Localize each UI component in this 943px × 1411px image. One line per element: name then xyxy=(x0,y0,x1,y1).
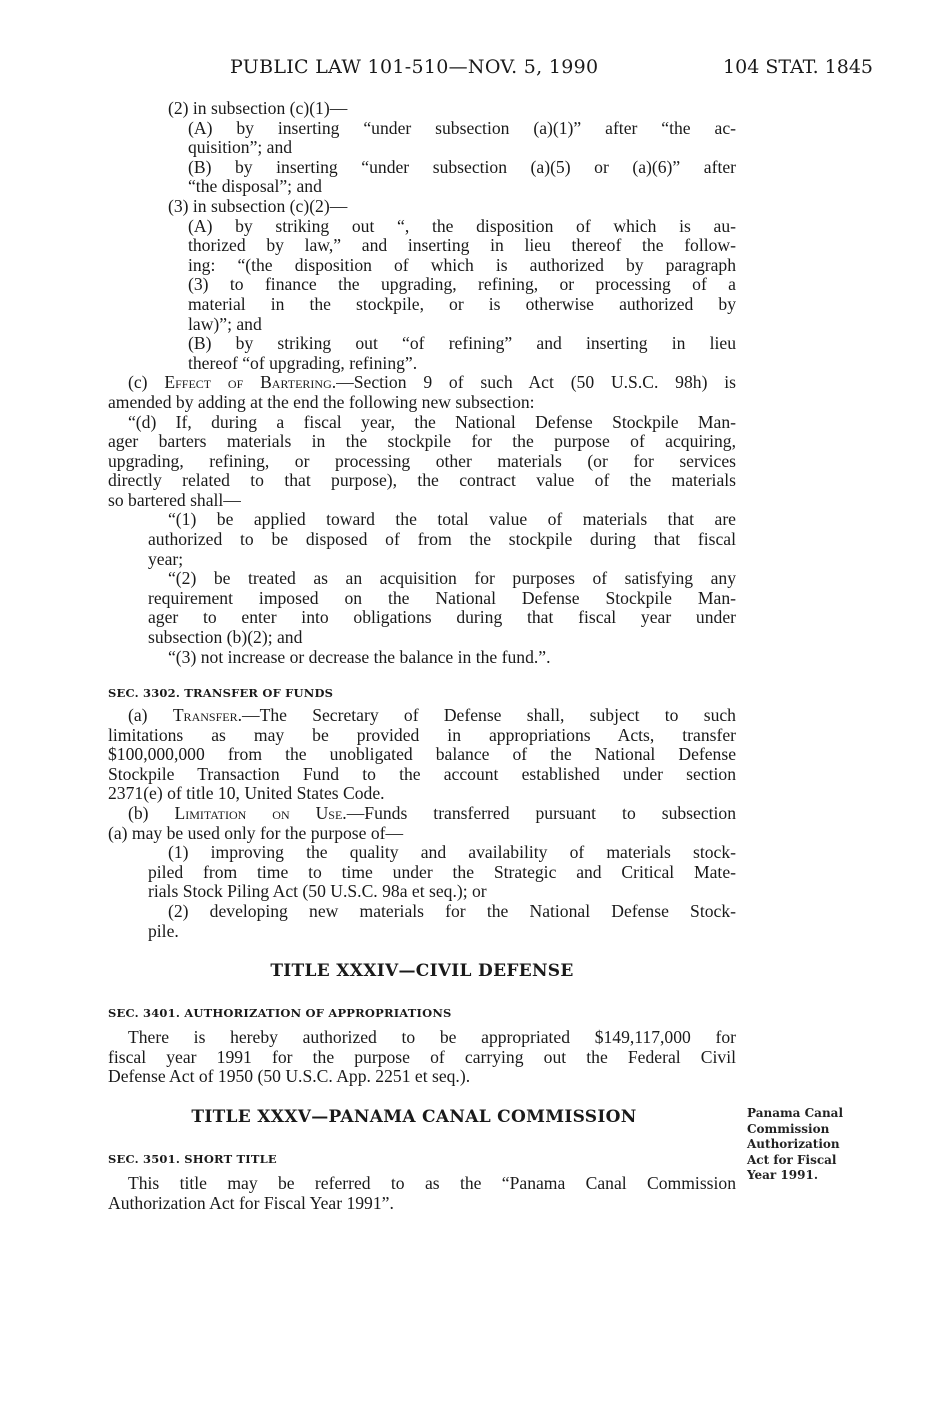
margin-note-line: Commission xyxy=(747,1121,830,1136)
section-3501-heading-wrap xyxy=(108,1150,736,1170)
text-line: rials Stock Piling Act (50 U.S.C. 98a et seq.); or xyxy=(148,881,487,902)
text-line: ing: “(the disposition of which is authorized by paragraph xyxy=(188,254,736,275)
text-line: quisition”; and xyxy=(188,137,293,158)
text-line: (2) in subsection (c)(1)— xyxy=(168,98,348,118)
title-xxxiv-heading: TITLE XXXIV—CIVIL DEFENSE xyxy=(270,961,574,981)
running-head-title: PUBLIC LAW 101-510—NOV. 5, 1990 xyxy=(230,56,599,78)
text-line: limitations as may be provided in appropriations Acts, transfer xyxy=(108,724,736,745)
text-line: thereof “of upgrading, refining”. xyxy=(188,352,418,373)
text-line: material in the stockpile, or is otherwise authorized by xyxy=(188,293,736,314)
title-xxxv-heading: TITLE XXXV—PANAMA CANAL COMMISSION xyxy=(191,1107,637,1127)
subsection-text: —Funds transferred pursuant to subsection xyxy=(346,802,737,823)
amendment-block xyxy=(108,99,736,667)
text-line: (B) by inserting “under subsection (a)(5) or (a)(6)” after xyxy=(188,156,736,177)
text-line: thorized by law,” and inserting in lieu thereof the follow- xyxy=(188,235,736,256)
subsection-label: (b) xyxy=(128,802,175,823)
text-line: $100,000,000 from the unobligated balance of the National Defense xyxy=(108,744,736,765)
subsection-heading: Effect of Bartering. xyxy=(164,372,337,393)
text-line: There is hereby authorized to be appropriated $149,117,000 for xyxy=(128,1027,736,1047)
text-line: law)”; and xyxy=(188,313,262,334)
text-line: (A) by striking out “, the disposition of which is au- xyxy=(188,215,736,236)
text-line: amended by adding at the end the following new subsection: xyxy=(108,391,535,412)
subsection-c-line xyxy=(108,373,736,393)
subsection-label: (a) xyxy=(128,705,173,725)
section-3302-body xyxy=(108,706,736,941)
text-line: Defense Act of 1950 (50 U.S.C. App. 2251 et seq.). xyxy=(108,1066,471,1087)
margin-note xyxy=(747,1106,843,1184)
text-line: subsection (b)(2); and xyxy=(148,627,303,648)
subsection-b-line xyxy=(108,804,736,824)
subsection-heading: Limitation on Use. xyxy=(174,802,347,823)
text-line: ager to enter into obligations during that fiscal year under xyxy=(148,607,736,628)
section-3302 xyxy=(108,684,736,704)
text-line: Stockpile Transaction Fund to the account established under section xyxy=(108,763,736,784)
text-line: (3) to finance the upgrading, refining, or processing of a xyxy=(188,274,736,295)
text-line: upgrading, refining, or processing other materials (or for services xyxy=(108,450,736,471)
text-line: “(d) If, during a fiscal year, the National Defense Stockpile Man- xyxy=(128,411,736,432)
section-heading: SEC. 3302. TRANSFER OF FUNDS xyxy=(108,686,334,700)
text-line: (A) by inserting “under subsection (a)(1)” after “the ac- xyxy=(188,117,736,138)
text-line: “(1) be applied toward the total value of materials that are xyxy=(168,509,736,530)
text-line: “the disposal”; and xyxy=(188,176,322,197)
text-line: This title may be referred to as the “Panama Canal Commission xyxy=(128,1173,736,1193)
running-head-page-ref: 104 STAT. 1845 xyxy=(723,56,873,78)
text-line: piled from time to time under the Strategic and Critical Mate- xyxy=(148,861,736,882)
text-line: year; xyxy=(148,548,184,569)
text-line: directly related to that purpose), the contract value of the materials xyxy=(108,470,736,491)
text-line: Authorization Act for Fiscal Year 1991”. xyxy=(108,1192,394,1213)
text-line: (1) improving the quality and availability of materials stock- xyxy=(168,842,736,863)
text-line: (2) developing new materials for the National Defense Stock- xyxy=(168,900,736,921)
text-line: so bartered shall— xyxy=(108,489,241,510)
subsection-text: —The Secretary of Defense shall, subject to such xyxy=(241,705,736,725)
section-3401-body xyxy=(108,1028,736,1087)
subsection-heading: Transfer. xyxy=(172,705,242,725)
subsection-label: (c) xyxy=(128,372,165,393)
margin-note-line: Year 1991. xyxy=(747,1168,819,1182)
margin-note-line: Authorization xyxy=(747,1137,840,1151)
subsection-a-line xyxy=(108,706,736,726)
text-line: authorized to be disposed of from the stockpile during that fiscal xyxy=(148,529,736,550)
text-line: pile. xyxy=(148,920,179,941)
text-line: fiscal year 1991 for the purpose of carrying out the Federal Civil xyxy=(108,1046,736,1067)
text-line: (3) in subsection (c)(2)— xyxy=(168,195,348,216)
margin-note-line: Panama Canal xyxy=(747,1106,844,1120)
text-line: “(2) be treated as an acquisition for purposes of satisfying any xyxy=(168,568,736,589)
text-line: 2371(e) of title 10, United States Code. xyxy=(108,783,385,804)
section-3401-heading-wrap xyxy=(108,1004,736,1024)
section-heading: SEC. 3501. SHORT TITLE xyxy=(108,1152,277,1166)
text-line: requirement imposed on the National Defense Stockpile Man- xyxy=(148,587,736,608)
section-3501-body xyxy=(108,1174,736,1213)
text-line: (B) by striking out “of refining” and inserting in lieu xyxy=(188,333,736,354)
section-heading: SEC. 3401. AUTHORIZATION OF APPROPRIATIONS xyxy=(108,1006,452,1020)
margin-note-line: Act for Fiscal xyxy=(747,1152,837,1167)
text-line: (a) may be used only for the purpose of— xyxy=(108,822,404,843)
text-line: “(3) not increase or decrease the balance in the fund.”. xyxy=(168,646,551,667)
subsection-text: —Section 9 of such Act (50 U.S.C. 98h) is xyxy=(336,372,736,393)
text-line: ager barters materials in the stockpile for the purpose of acquiring, xyxy=(108,431,736,452)
